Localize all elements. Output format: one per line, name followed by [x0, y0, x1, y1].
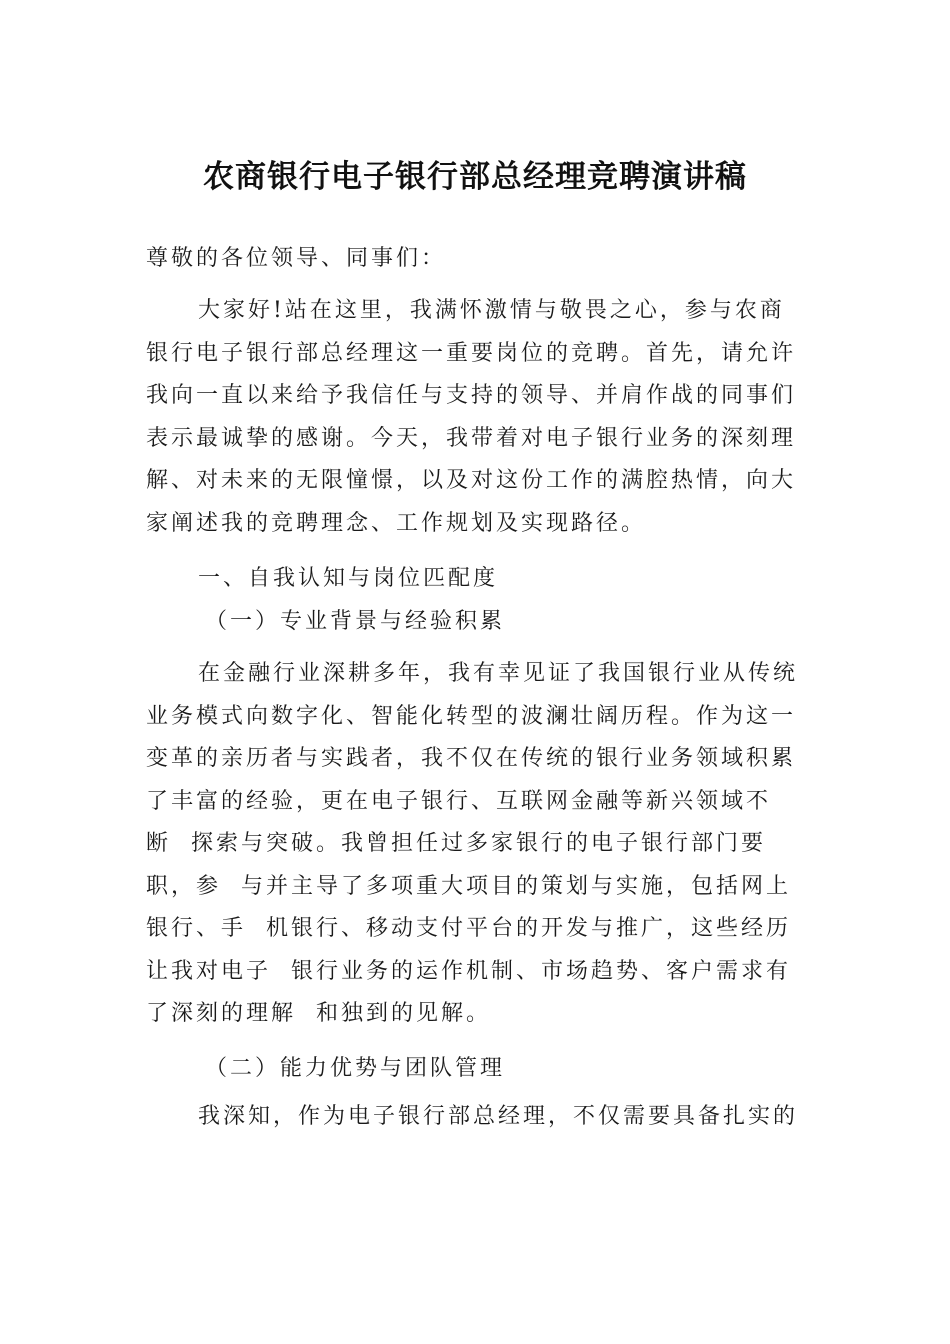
paragraph-line: 让我对电子 银行业务的运作机制、市场趋势、客户需求有 [146, 959, 791, 984]
paragraph-line: 断 探索与突破。我曾担任过多家银行的电子银行部门要 [146, 831, 766, 856]
section-heading: 一、自我认知与岗位匹配度 [198, 566, 499, 591]
paragraph-line: 变革的亲历者与实践者，我不仅在传统的银行业务领域积累 [146, 746, 797, 771]
paragraph-line: 家阐述我的竞聘理念、工作规划及实现路径。 [146, 511, 647, 536]
paragraph-line: 了深刻的理解 和独到的见解。 [146, 1001, 491, 1026]
paragraph-line: 我深知，作为电子银行部总经理，不仅需要具备扎实的 [198, 1104, 799, 1129]
paragraph-line: 在金融行业深耕多年，我有幸见证了我国银行业从传统 [198, 661, 799, 686]
paragraph-line: 职，参 与并主导了多项重大项目的策划与实施，包括网上 [146, 874, 791, 899]
salutation-line: 尊敬的各位领导、同事们： [146, 246, 447, 271]
subsection-heading: （二）能力优势与团队管理 [205, 1056, 506, 1081]
paragraph-line: 我向一直以来给予我信任与支持的领导、并肩作战的同事们 [146, 383, 797, 408]
subsection-heading: （一）专业背景与经验积累 [205, 609, 506, 634]
paragraph-line: 了丰富的经验，更在电子银行、互联网金融等新兴领域不 [146, 789, 772, 814]
paragraph-line: 业务模式向数字化、智能化转型的波澜壮阔历程。作为这一 [146, 704, 797, 729]
document-title: 农商银行电子银行部总经理竞聘演讲稿 [203, 159, 747, 195]
paragraph-line: 表示最诚挚的感谢。今天，我带着对电子银行业务的深刻理 [146, 426, 797, 451]
paragraph-line: 解、对未来的无限憧憬，以及对这份工作的满腔热情，向大 [146, 468, 797, 493]
paragraph-line: 银行、手 机银行、移动支付平台的开发与推广，这些经历 [146, 916, 791, 941]
paragraph-line: 大家好!站在这里，我满怀激情与敬畏之心，参与农商 [198, 298, 785, 323]
paragraph-line: 银行电子银行部总经理这一重要岗位的竞聘。首先，请允许 [146, 341, 797, 366]
